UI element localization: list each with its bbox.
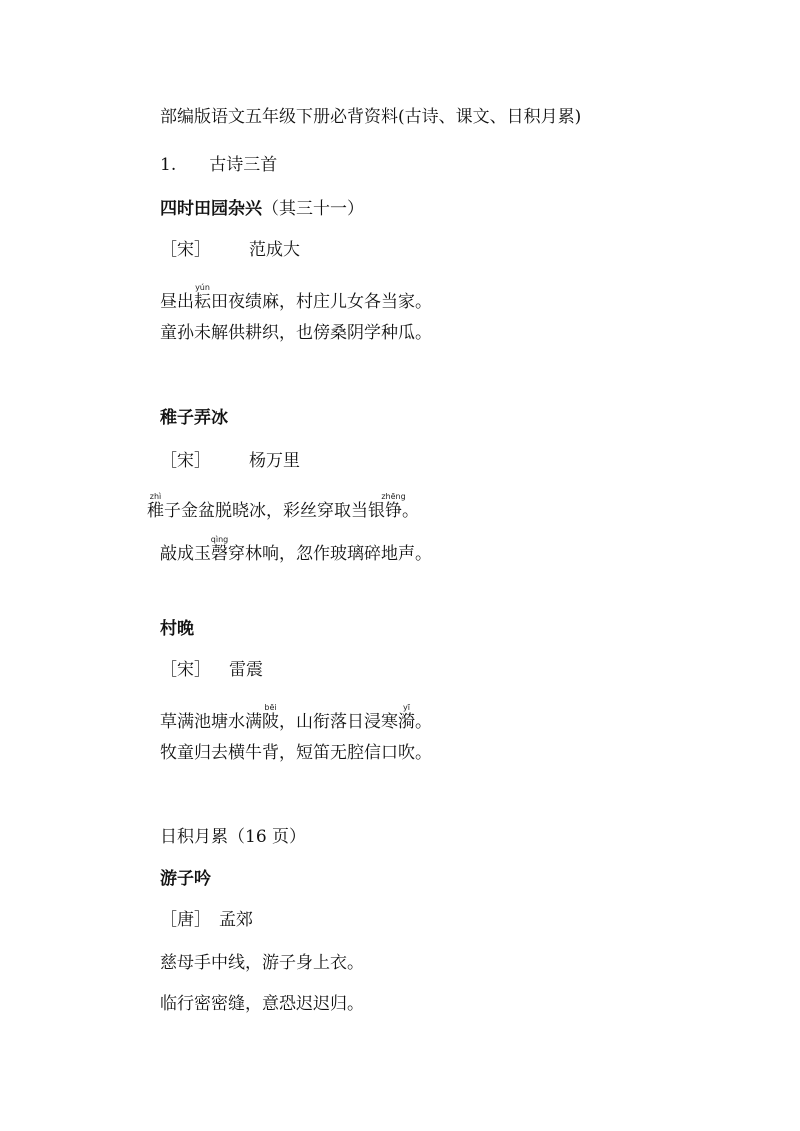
pinyin: zhì — [147, 492, 164, 501]
author: 雷震 — [229, 660, 263, 680]
pinyin-annotated-char: 漪yī — [398, 703, 415, 732]
poem-title: 稚子弄冰 — [160, 408, 228, 428]
poem-title: 游子吟 — [160, 869, 211, 889]
poem-line: 牧童归去横牛背，短笛无腔信口吹。 — [160, 743, 432, 763]
poem-text: 。 — [415, 712, 432, 732]
poem-line — [160, 283, 432, 314]
section-name: 古诗三首 — [209, 155, 278, 175]
poem-text: 草满池塘水满 — [160, 712, 262, 732]
poem-line — [160, 703, 432, 734]
author: 杨万里 — [249, 451, 300, 471]
poem-subtitle: （其三十一） — [262, 199, 364, 219]
poem-author-line — [160, 908, 253, 932]
poem-line: 童孙未解供耕织，也傍桑阴学种瓜。 — [160, 323, 432, 343]
poem-title: 村晚 — [160, 619, 194, 639]
poem-text: ，山衔落日浸寒 — [279, 712, 398, 732]
section-heading — [160, 153, 277, 177]
poem-text: 田夜绩麻，村庄儿女各当家。 — [211, 292, 432, 312]
author: 孟郊 — [219, 910, 253, 930]
dynasty: ［宋］ — [160, 660, 211, 680]
pinyin-annotated-char: 铮zhēng — [381, 492, 406, 521]
dynasty: ［宋］ — [160, 240, 211, 260]
page-title: 部编版语文五年级下册必背资料(古诗、课文、日积月累) — [160, 107, 582, 127]
poem-author-line — [160, 658, 263, 682]
poem-text: 穿林响，忽作玻璃碎地声。 — [228, 544, 432, 564]
section-heading: 日积月累（16 页） — [160, 827, 307, 847]
pinyin: yún — [194, 283, 211, 292]
poem-title — [160, 197, 364, 221]
pinyin: yī — [398, 703, 415, 712]
poem-line — [160, 535, 432, 566]
pinyin-annotated-char: 耘yún — [194, 283, 211, 312]
pinyin: zhēng — [381, 492, 406, 501]
pinyin-annotated-char: 稚zhì — [147, 492, 164, 521]
poem-line — [147, 492, 419, 523]
pinyin-annotated-char: 磬qìng — [210, 535, 229, 564]
pinyin-annotated-char: 陂bēi — [262, 703, 279, 732]
section-number: 1. — [160, 155, 177, 175]
poem-text: 敲成玉 — [160, 544, 211, 564]
dynasty: ［唐］ — [160, 910, 211, 930]
poem-line: 慈母手中线，游子身上衣。 — [160, 953, 364, 973]
poem-text: 。 — [402, 501, 419, 521]
poem-title-text: 四时田园杂兴 — [160, 199, 262, 219]
poem-line: 临行密密缝，意恐迟迟归。 — [160, 994, 364, 1014]
poem-text: 子金盆脱晓冰，彩丝穿取当银 — [164, 501, 385, 521]
poem-text: 昼出 — [160, 292, 194, 312]
pinyin: bēi — [262, 703, 279, 712]
poem-author-line — [160, 449, 300, 473]
poem-author-line — [160, 238, 300, 262]
author: 范成大 — [249, 240, 300, 260]
pinyin: qìng — [210, 535, 229, 544]
dynasty: ［宋］ — [160, 451, 211, 471]
